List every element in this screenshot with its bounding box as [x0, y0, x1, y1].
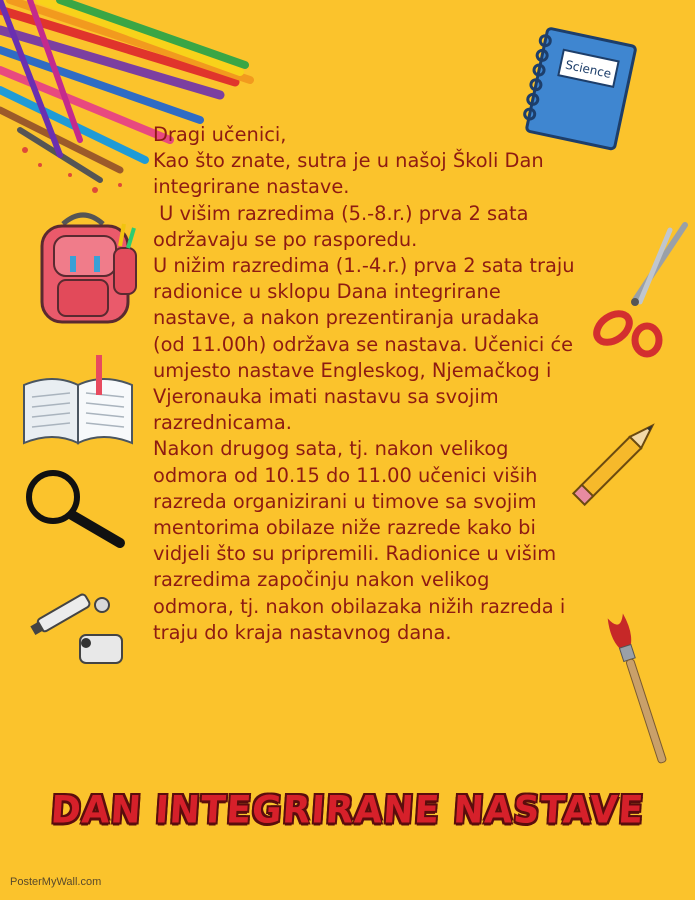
text-line: razredima započinju nakon velikog [153, 568, 490, 592]
text-line: odmora, tj. nakon obilazaka nižih razreda i [153, 594, 566, 618]
watermark: PosterMyWall.com [10, 876, 102, 888]
text-line: umjesto nastave Engleskog, Njemačkog i [153, 358, 552, 382]
text-line: integrirane nastave. [153, 175, 350, 199]
text-line: razrednicama. [153, 411, 292, 435]
text-line: održavaju se po rasporedu. [153, 227, 418, 251]
text-line: radionice u sklopu Dana integrirane [153, 280, 501, 304]
text-line: U višim razredima (5.-8.r.) prva 2 sata [153, 201, 529, 225]
text-line: nastave, a nakon prezentiranja uradaka [153, 306, 540, 330]
text-line: razreda organizirani u timove sa svojim [153, 489, 537, 513]
text-line: (od 11.00h) održava se nastava. Učenici će [153, 332, 574, 356]
text-line: Dragi učenici, [153, 123, 287, 146]
text-line: mentorima obilaze niže razrede kako bi [153, 516, 536, 540]
text-line: Vjeronauka imati nastavu sa svojim [153, 385, 499, 409]
backpack-icon [28, 206, 143, 326]
text-line: Kao što znate, sutra je u našoj Školi Dan [153, 149, 544, 173]
text-line: odmora od 10.15 do 11.00 učenici viših [153, 463, 538, 487]
microscope-icon [30, 585, 130, 675]
text-line: U nižim razredima (1.-4.r.) prva 2 sata traju [153, 254, 575, 278]
notebook-label: Science [564, 57, 613, 81]
announcement-text [153, 122, 623, 646]
text-line: traju do kraja nastavnog dana. [153, 620, 452, 644]
poster-headline: DAN INTEGRIRANE NASTAVE [49, 788, 646, 833]
text-line: Nakon drugog sata, tj. nakon velikog [153, 437, 509, 461]
open-book-icon [18, 355, 138, 450]
magnifying-glass-icon [20, 465, 130, 550]
text-line: vidjeli što su pripremili. Radionice u višim [153, 542, 557, 566]
